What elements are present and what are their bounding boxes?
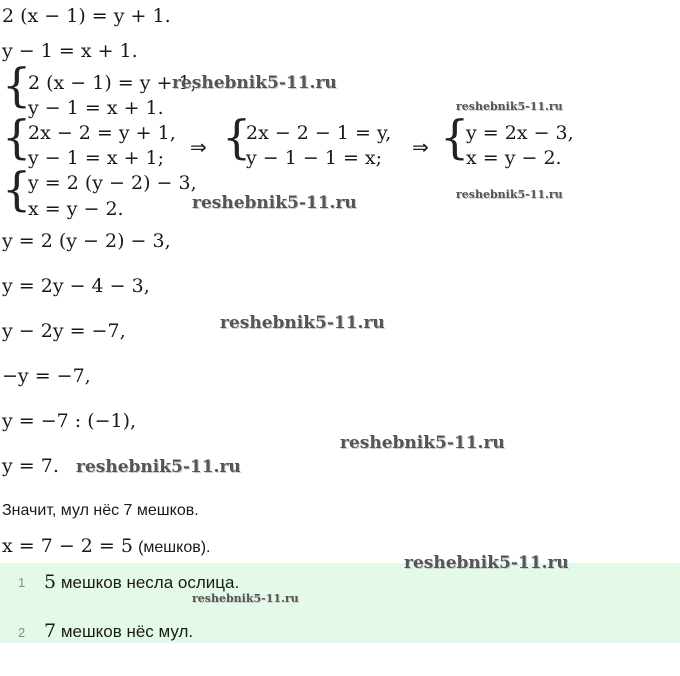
system-brace-4: {: [440, 110, 470, 164]
system2-line-b: y − 1 = x + 1;: [28, 147, 165, 169]
equation-5: y − 2y = −7,: [2, 320, 126, 342]
watermark: reshebnik5-11.ru: [404, 553, 569, 573]
system-brace-1: {: [2, 58, 32, 112]
system1-line-a: 2 (x − 1) = y + 1,: [28, 72, 197, 94]
equation-6: −y = −7,: [2, 365, 91, 387]
system-brace-5: {: [2, 162, 32, 216]
system3-line-b: y − 1 − 1 = x;: [246, 147, 383, 169]
equation-3: y = 2 (y − 2) − 3,: [2, 230, 171, 252]
x-calculation-unit: (мешков).: [138, 539, 211, 556]
watermark: reshebnik5-11.ru: [172, 73, 337, 93]
watermark: reshebnik5-11.ru: [192, 592, 299, 605]
answer-1: [44, 571, 239, 593]
conclusion-text: Значит, мул нёс 7 мешков.: [2, 502, 199, 519]
system5-line-a: y = 2 (y − 2) − 3,: [28, 172, 197, 194]
equation-8: y = 7.: [2, 455, 59, 477]
watermark: reshebnik5-11.ru: [220, 313, 385, 333]
watermark: reshebnik5-11.ru: [76, 457, 241, 477]
system5-line-b: x = y − 2.: [28, 198, 124, 220]
watermark: reshebnik5-11.ru: [340, 433, 505, 453]
answer-2-number: 2: [18, 625, 26, 640]
answer-2-value: 7: [44, 620, 57, 642]
equation-2: y − 1 = x + 1.: [2, 40, 138, 62]
answer-1-value: 5: [44, 571, 57, 593]
implies-arrow-1: ⇒: [190, 135, 207, 159]
answer-2-text: мешков нёс мул.: [60, 622, 194, 641]
system3-line-a: 2x − 2 − 1 = y,: [246, 122, 392, 144]
answer-2: [44, 620, 193, 642]
watermark: reshebnik5-11.ru: [456, 188, 563, 201]
system1-line-b: y − 1 = x + 1.: [28, 97, 164, 119]
answer-1-number: 1: [18, 575, 26, 590]
system4-line-b: x = y − 2.: [466, 147, 562, 169]
answer-1-text: мешков несла ослица.: [60, 573, 240, 592]
system2-line-a: 2x − 2 = y + 1,: [28, 122, 176, 144]
watermark: reshebnik5-11.ru: [192, 193, 357, 213]
watermark: reshebnik5-11.ru: [456, 100, 563, 113]
x-calculation-math: x = 7 − 2 = 5: [2, 535, 133, 557]
system4-line-a: y = 2x − 3,: [466, 122, 574, 144]
system-brace-3: {: [222, 110, 252, 164]
equation-1: 2 (x − 1) = y + 1.: [2, 5, 171, 27]
system-brace-2: {: [2, 110, 32, 164]
x-calculation: [2, 535, 211, 557]
implies-arrow-2: ⇒: [412, 135, 429, 159]
equation-7: y = −7 : (−1),: [2, 410, 137, 432]
equation-4: y = 2y − 4 − 3,: [2, 275, 150, 297]
answers-block: [0, 563, 680, 643]
